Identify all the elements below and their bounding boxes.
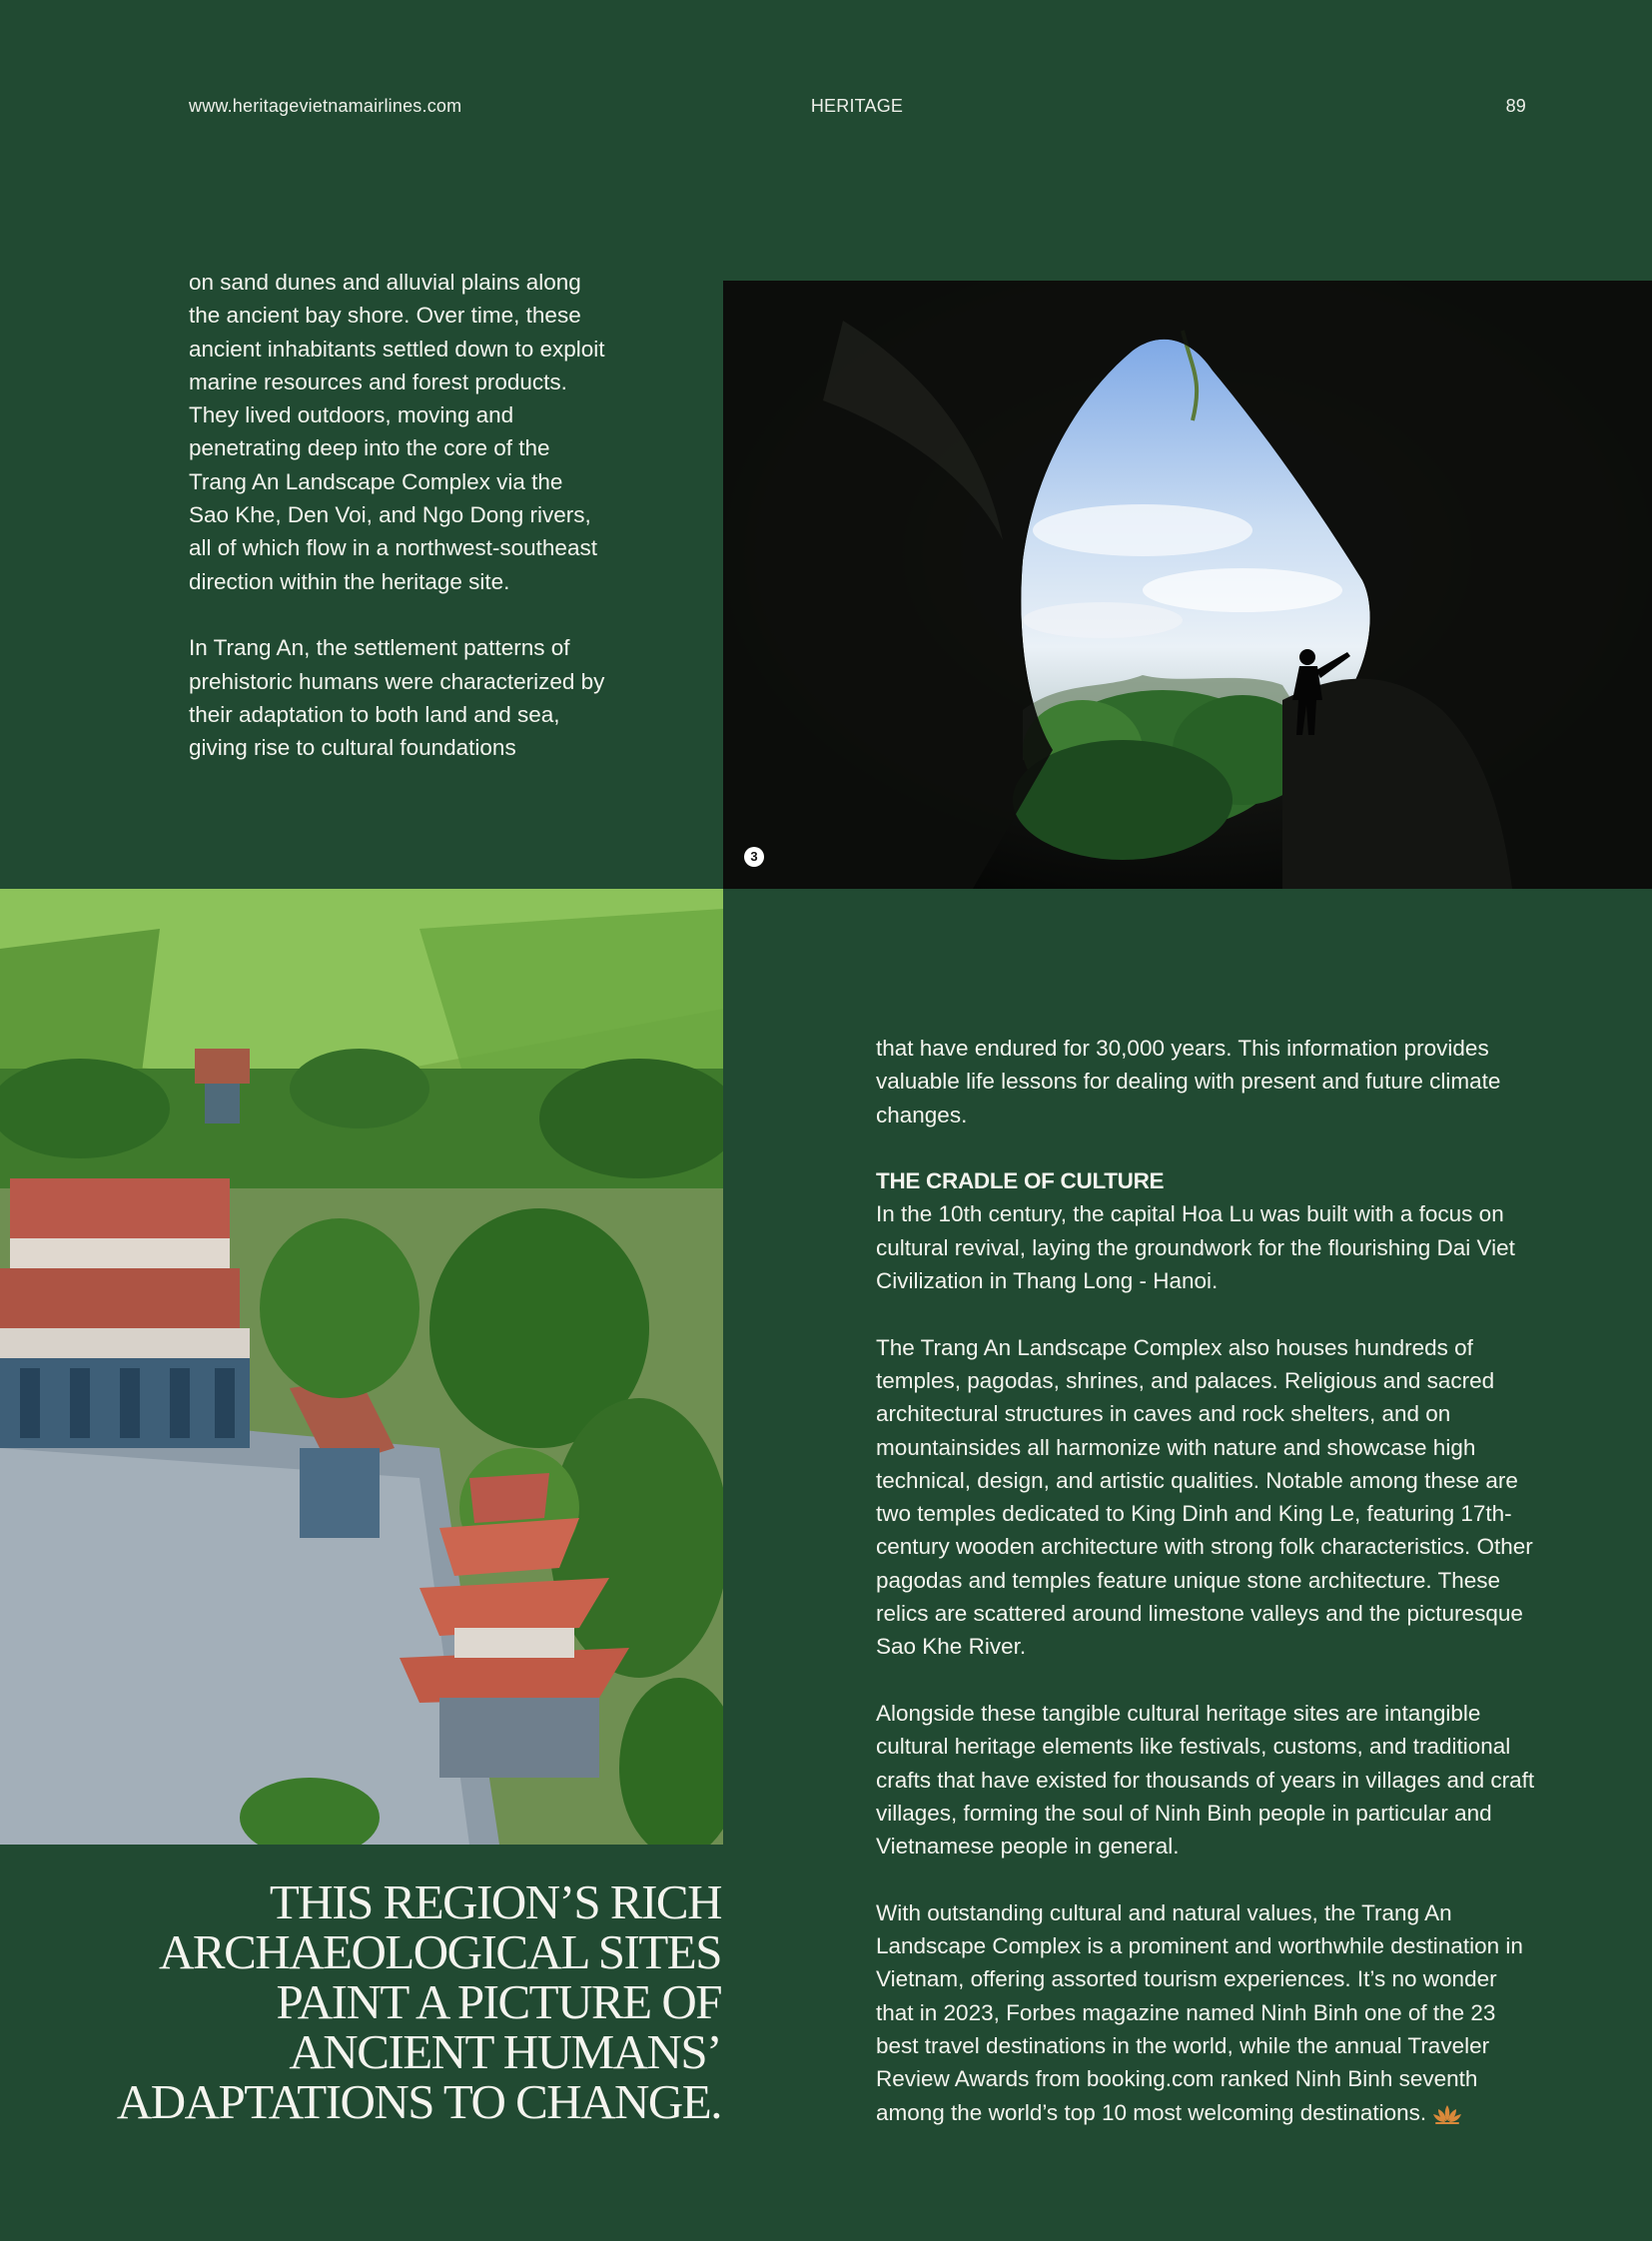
- paragraph: In Trang An, the settlement patterns of prehistoric humans were characterized by their adaptation to both land and sea, giving rise to cultural foundations: [189, 635, 605, 761]
- paragraph: The Trang An Landscape Complex also houses hundreds of temples, pagodas, shrines, and palaces. Religious and sacred architectural structures in caves and rock shelters, and on mountainsides all harmonize with nature and showcase high technical, design, and artistic qualities. Notable among these are two temples dedicated to King Dinh and King Le, featuring 17th-century wooden architecture with strong folk characteristics. Other pagodas and temples feature unique stone architecture. These relics are scattered around limestone valleys and the picturesque Sao Khe River.: [876, 1334, 1533, 1660]
- section-block: [876, 1164, 1535, 1297]
- paragraph: With outstanding cultural and natural values, the Trang An Landscape Complex is a prominent and worthwhile destination in Vietnam, offering assorted tourism experiences. It’s no wonder that in 2023, Forbes magazine named Ninh Binh one of the 23 best travel destinations in the world, while the annual Traveler Review Awards from booking.com ranked Ninh Binh seventh among the world’s top 10 most welcoming destinations.: [876, 1899, 1523, 2125]
- section-subheading: THE CRADLE OF CULTURE: [876, 1168, 1165, 1194]
- cave-opening-photo: [723, 281, 1652, 889]
- photo-number-badge: 3: [744, 847, 764, 867]
- site-url: www.heritagevietnamairlines.com: [189, 96, 462, 116]
- pull-quote: THIS REGION’S RICH ARCHAEOLOGICAL SITES PAINT A PICTURE OF ANCIENT HUMANS’ ADAPTATIONS TO CHANGE.: [116, 1874, 721, 2129]
- section-label: HERITAGE: [810, 96, 904, 116]
- paragraph: Alongside these tangible cultural heritage sites are intangible cultural heritage elements like festivals, customs, and traditional crafts that have existed for thousands of years in villages and craft villages, forming the soul of Ninh Binh people in particular and Vietnamese people in general.: [876, 1700, 1535, 1860]
- paragraph: on sand dunes and alluvial plains along the ancient bay shore. Over time, these ancient inhabitants settled down to exploit marine resources and forest products. They lived outdoors, moving and penetrating deep into the core of the Trang An Landscape Complex via the Sao Khe, Den Voi, and Ngo Dong rivers, all of which flow in a northwest-southeast direction within the heritage site.: [189, 270, 605, 594]
- temple-aerial-photo: [0, 889, 723, 1845]
- right-text-column: [876, 1032, 1535, 2129]
- left-text-column: [189, 266, 608, 764]
- paragraph: In the 10th century, the capital Hoa Lu was built with a focus on cultural revival, laying the groundwork for the flourishing Dai Viet Civilization in Thang Long - Hanoi.: [876, 1201, 1515, 1294]
- page-number: 89: [1505, 96, 1526, 116]
- closing-paragraph: [876, 1896, 1535, 2129]
- paragraph: that have endured for 30,000 years. This information provides valuable life lessons for dealing with present and future climate changes.: [876, 1036, 1501, 1127]
- lotus-icon: [1432, 2103, 1462, 2125]
